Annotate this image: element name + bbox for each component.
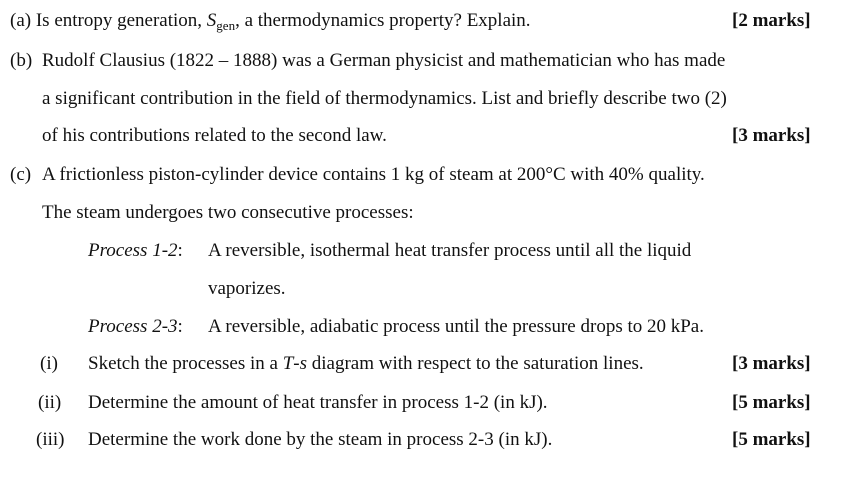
entropy-s-symbol: s xyxy=(299,353,308,374)
question-c-label: (c) xyxy=(10,164,32,185)
subquestion-i-pre: Sketch the processes in a xyxy=(88,353,283,374)
question-b-line2: a significant contribution in the field of thermodynamics. List and briefly describe two (2) xyxy=(42,88,727,109)
process-2-3-text: A reversible, adiabatic process until the pressure drops to 20 kPa. xyxy=(208,316,704,337)
question-c-line1: A frictionless piston-cylinder device contains 1 kg of steam at 200°C with 40% quality. xyxy=(42,164,705,185)
process-1-2-colon: : xyxy=(177,240,183,261)
subquestion-i-marks: [3 marks] xyxy=(732,353,811,374)
process-1-2-text2: vaporizes. xyxy=(208,278,286,299)
subquestion-iii-marks: [5 marks] xyxy=(732,429,811,450)
process-1-2-label: Process 1-2 xyxy=(88,240,178,261)
question-a-marks: [2 marks] xyxy=(732,10,811,31)
question-a-line xyxy=(10,10,531,32)
question-a-text-pre: Is entropy generation, xyxy=(35,10,207,31)
process-1-2-heading xyxy=(88,240,183,262)
subquestion-i-label: (i) xyxy=(40,353,58,374)
subquestion-ii-marks: [5 marks] xyxy=(732,392,811,413)
process-1-2-text1: A reversible, isothermal heat transfer process until all the liquid xyxy=(208,240,692,261)
question-b-line3: of his contributions related to the second law. xyxy=(42,125,387,146)
process-2-3-colon: : xyxy=(177,316,183,337)
temperature-symbol: T xyxy=(282,353,294,374)
subquestion-iii-label: (iii) xyxy=(36,429,65,450)
question-b-label: (b) xyxy=(10,50,33,71)
subquestion-i-post: diagram with respect to the saturation lines. xyxy=(307,353,644,374)
process-2-3-heading xyxy=(88,316,183,338)
entropy-symbol: S xyxy=(206,10,217,31)
ts-dash: - xyxy=(293,353,300,374)
subquestion-ii-text: Determine the amount of heat transfer in process 1-2 (in kJ). xyxy=(88,392,548,413)
subquestion-ii-label: (ii) xyxy=(38,392,62,413)
question-a-text-post: , a thermodynamics property? Explain. xyxy=(235,10,531,31)
question-b-marks: [3 marks] xyxy=(732,125,811,146)
question-c-line2: The steam undergoes two consecutive processes: xyxy=(42,202,414,223)
question-b-line1: Rudolf Clausius (1822 – 1888) was a German physicist and mathematician who has made xyxy=(42,50,726,71)
question-a-label: (a) xyxy=(10,10,32,31)
subquestion-i-text xyxy=(88,353,644,375)
process-2-3-label: Process 2-3 xyxy=(88,316,178,337)
subquestion-iii-text: Determine the work done by the steam in process 2-3 (in kJ). xyxy=(88,429,553,450)
entropy-subscript: gen xyxy=(216,18,236,33)
